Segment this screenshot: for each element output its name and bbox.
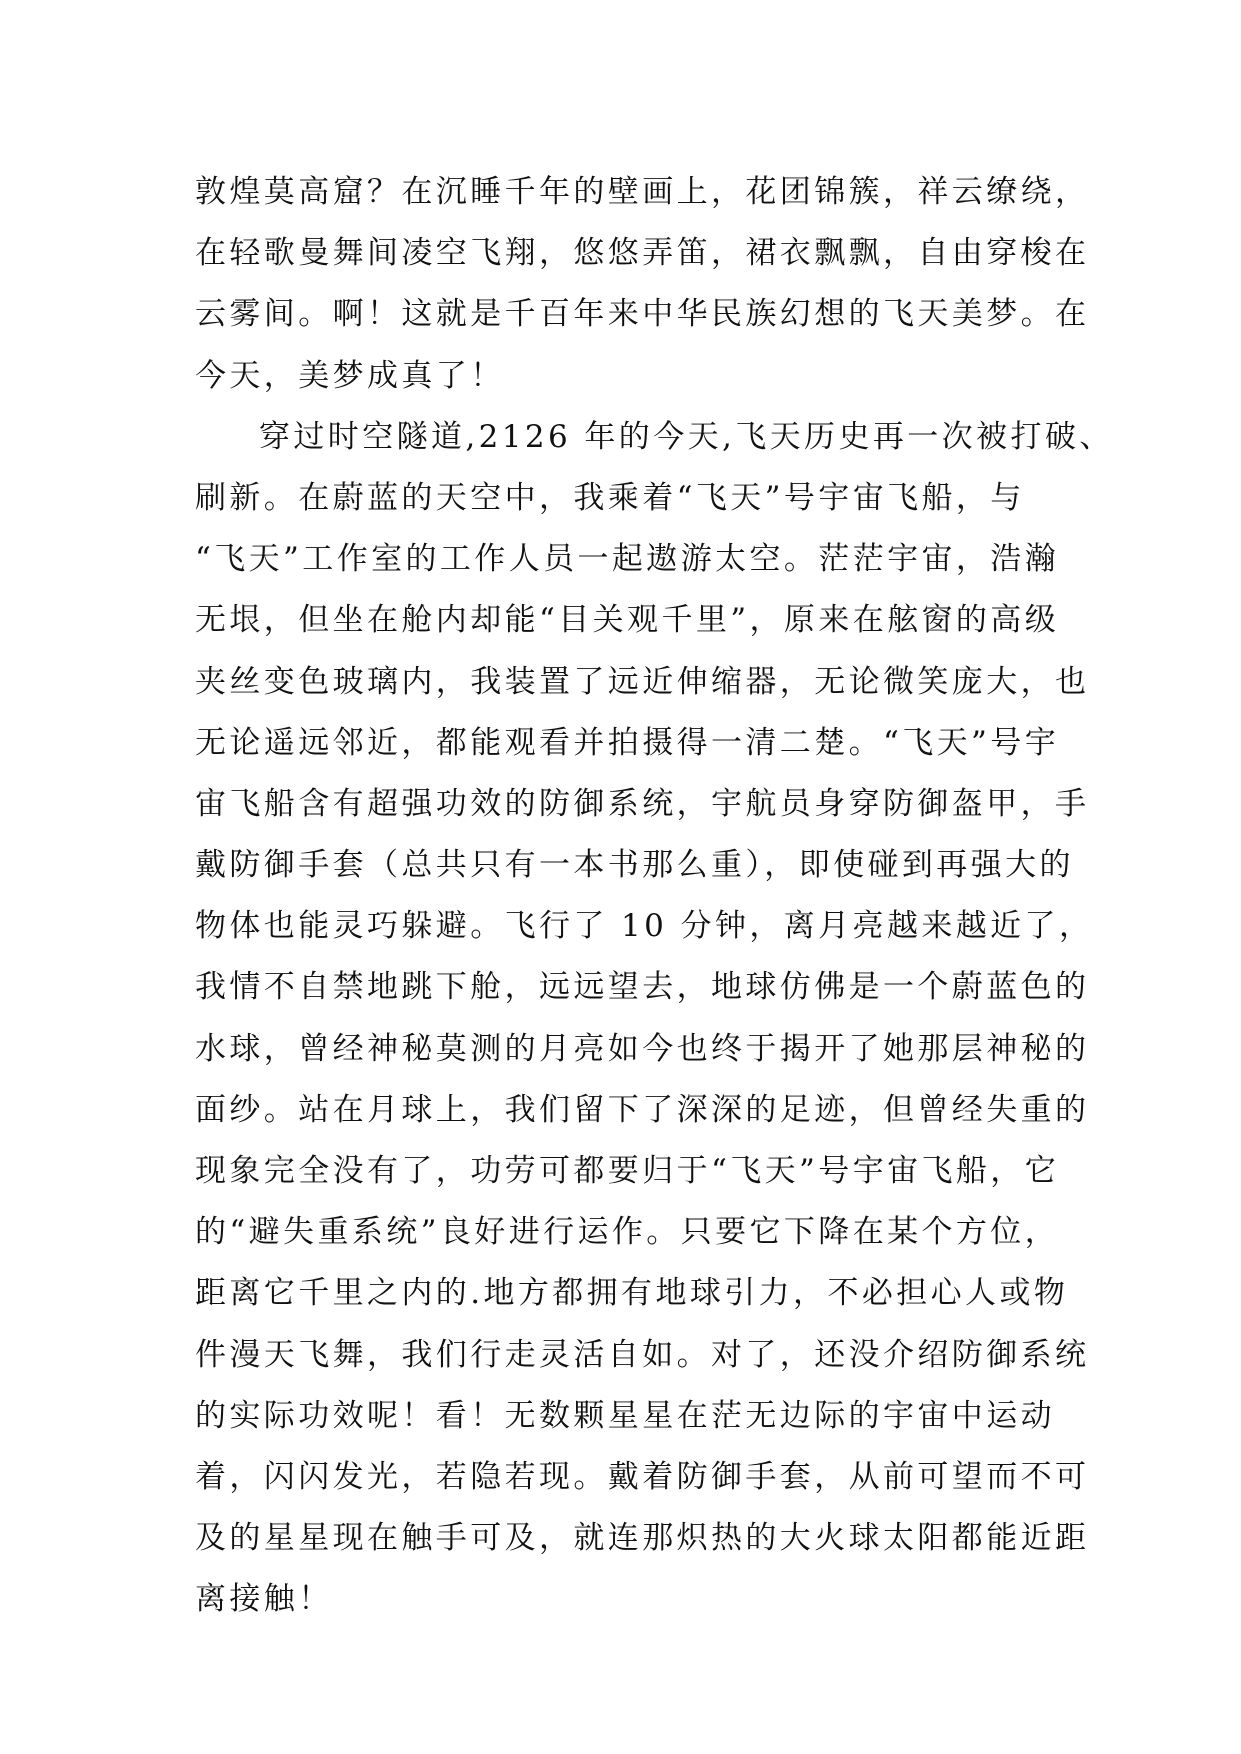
text-line: 无论遥远邻近，都能观看并拍摄得一清二楚。“飞天”号宇 <box>195 724 1060 761</box>
text-line: 夹丝变色玻璃内，我装置了远近伸缩器，无论微笑庞大，也 <box>195 663 1090 700</box>
text-line: 及的星星现在触手可及，就连那炽热的大火球太阳都能近距 <box>195 1520 1090 1557</box>
text-line: 刷新。在蔚蓝的天空中，我乘着“飞天”号宇宙飞船，与 <box>195 479 1025 516</box>
paragraph-start-line: 穿过时空隧道,2126 年的今天,飞天历史再一次被打破、 <box>259 418 1114 455</box>
text-line: 敦煌莫高窟？在沉睡千年的壁画上，花团锦簇，祥云缭绕， <box>195 174 1090 210</box>
text-line: 戴防御手套（总共只有一本书那么重），即使碰到再强大的 <box>195 847 1074 884</box>
text-line: 的“避失重系统”良好进行运作。只要它下降在某个方位， <box>195 1214 1060 1251</box>
text-line: 物体也能灵巧躲避。飞行了 10 分钟，离月亮越来越近了， <box>195 908 1094 945</box>
text-line: 我情不自禁地跳下舱，远远望去，地球仿佛是一个蔚蓝色的 <box>195 969 1090 1006</box>
text-line: 云雾间。啊！这就是千百年来中华民族幻想的飞天美梦。在 <box>195 296 1090 333</box>
text-line: 的实际功效呢！看！无数颗星星在茫无边际的宇宙中运动 <box>195 1397 1055 1434</box>
text-line: 离接触！ <box>195 1581 333 1618</box>
text-line: 着，闪闪发光，若隐若现。戴着防御手套，从前可望而不可 <box>195 1458 1090 1495</box>
text-line: 距离它千里之内的.地方都拥有地球引力，不必担心人或物 <box>195 1275 1069 1312</box>
text-line: 件漫天飞舞，我们行走灵活自如。对了，还没介绍防御系统 <box>195 1336 1090 1373</box>
text-line: 无垠，但坐在舱内却能“目关观千里”，原来在舷窗的高级 <box>195 602 1060 639</box>
text-line: “飞天”工作室的工作人员一起遨游太空。茫茫宇宙，浩瀚 <box>195 541 1060 578</box>
text-line: 面纱。站在月球上，我们留下了深深的足迹，但曾经失重的 <box>195 1091 1090 1128</box>
text-line: 今天，美梦成真了！ <box>195 357 505 394</box>
text-line: 水球，曾经神秘莫测的月亮如今也终于揭开了她那层神秘的 <box>195 1030 1090 1067</box>
text-line: 现象完全没有了，功劳可都要归于“飞天”号宇宙飞船，它 <box>195 1153 1060 1189</box>
text-line: 在轻歌曼舞间凌空飞翔，悠悠弄笛，裙衣飘飘，自由穿梭在 <box>195 235 1090 272</box>
text-line: 宙飞船含有超强功效的防御系统，宇航员身穿防御盔甲，手 <box>195 785 1090 822</box>
essay-text <box>195 162 1114 1631</box>
